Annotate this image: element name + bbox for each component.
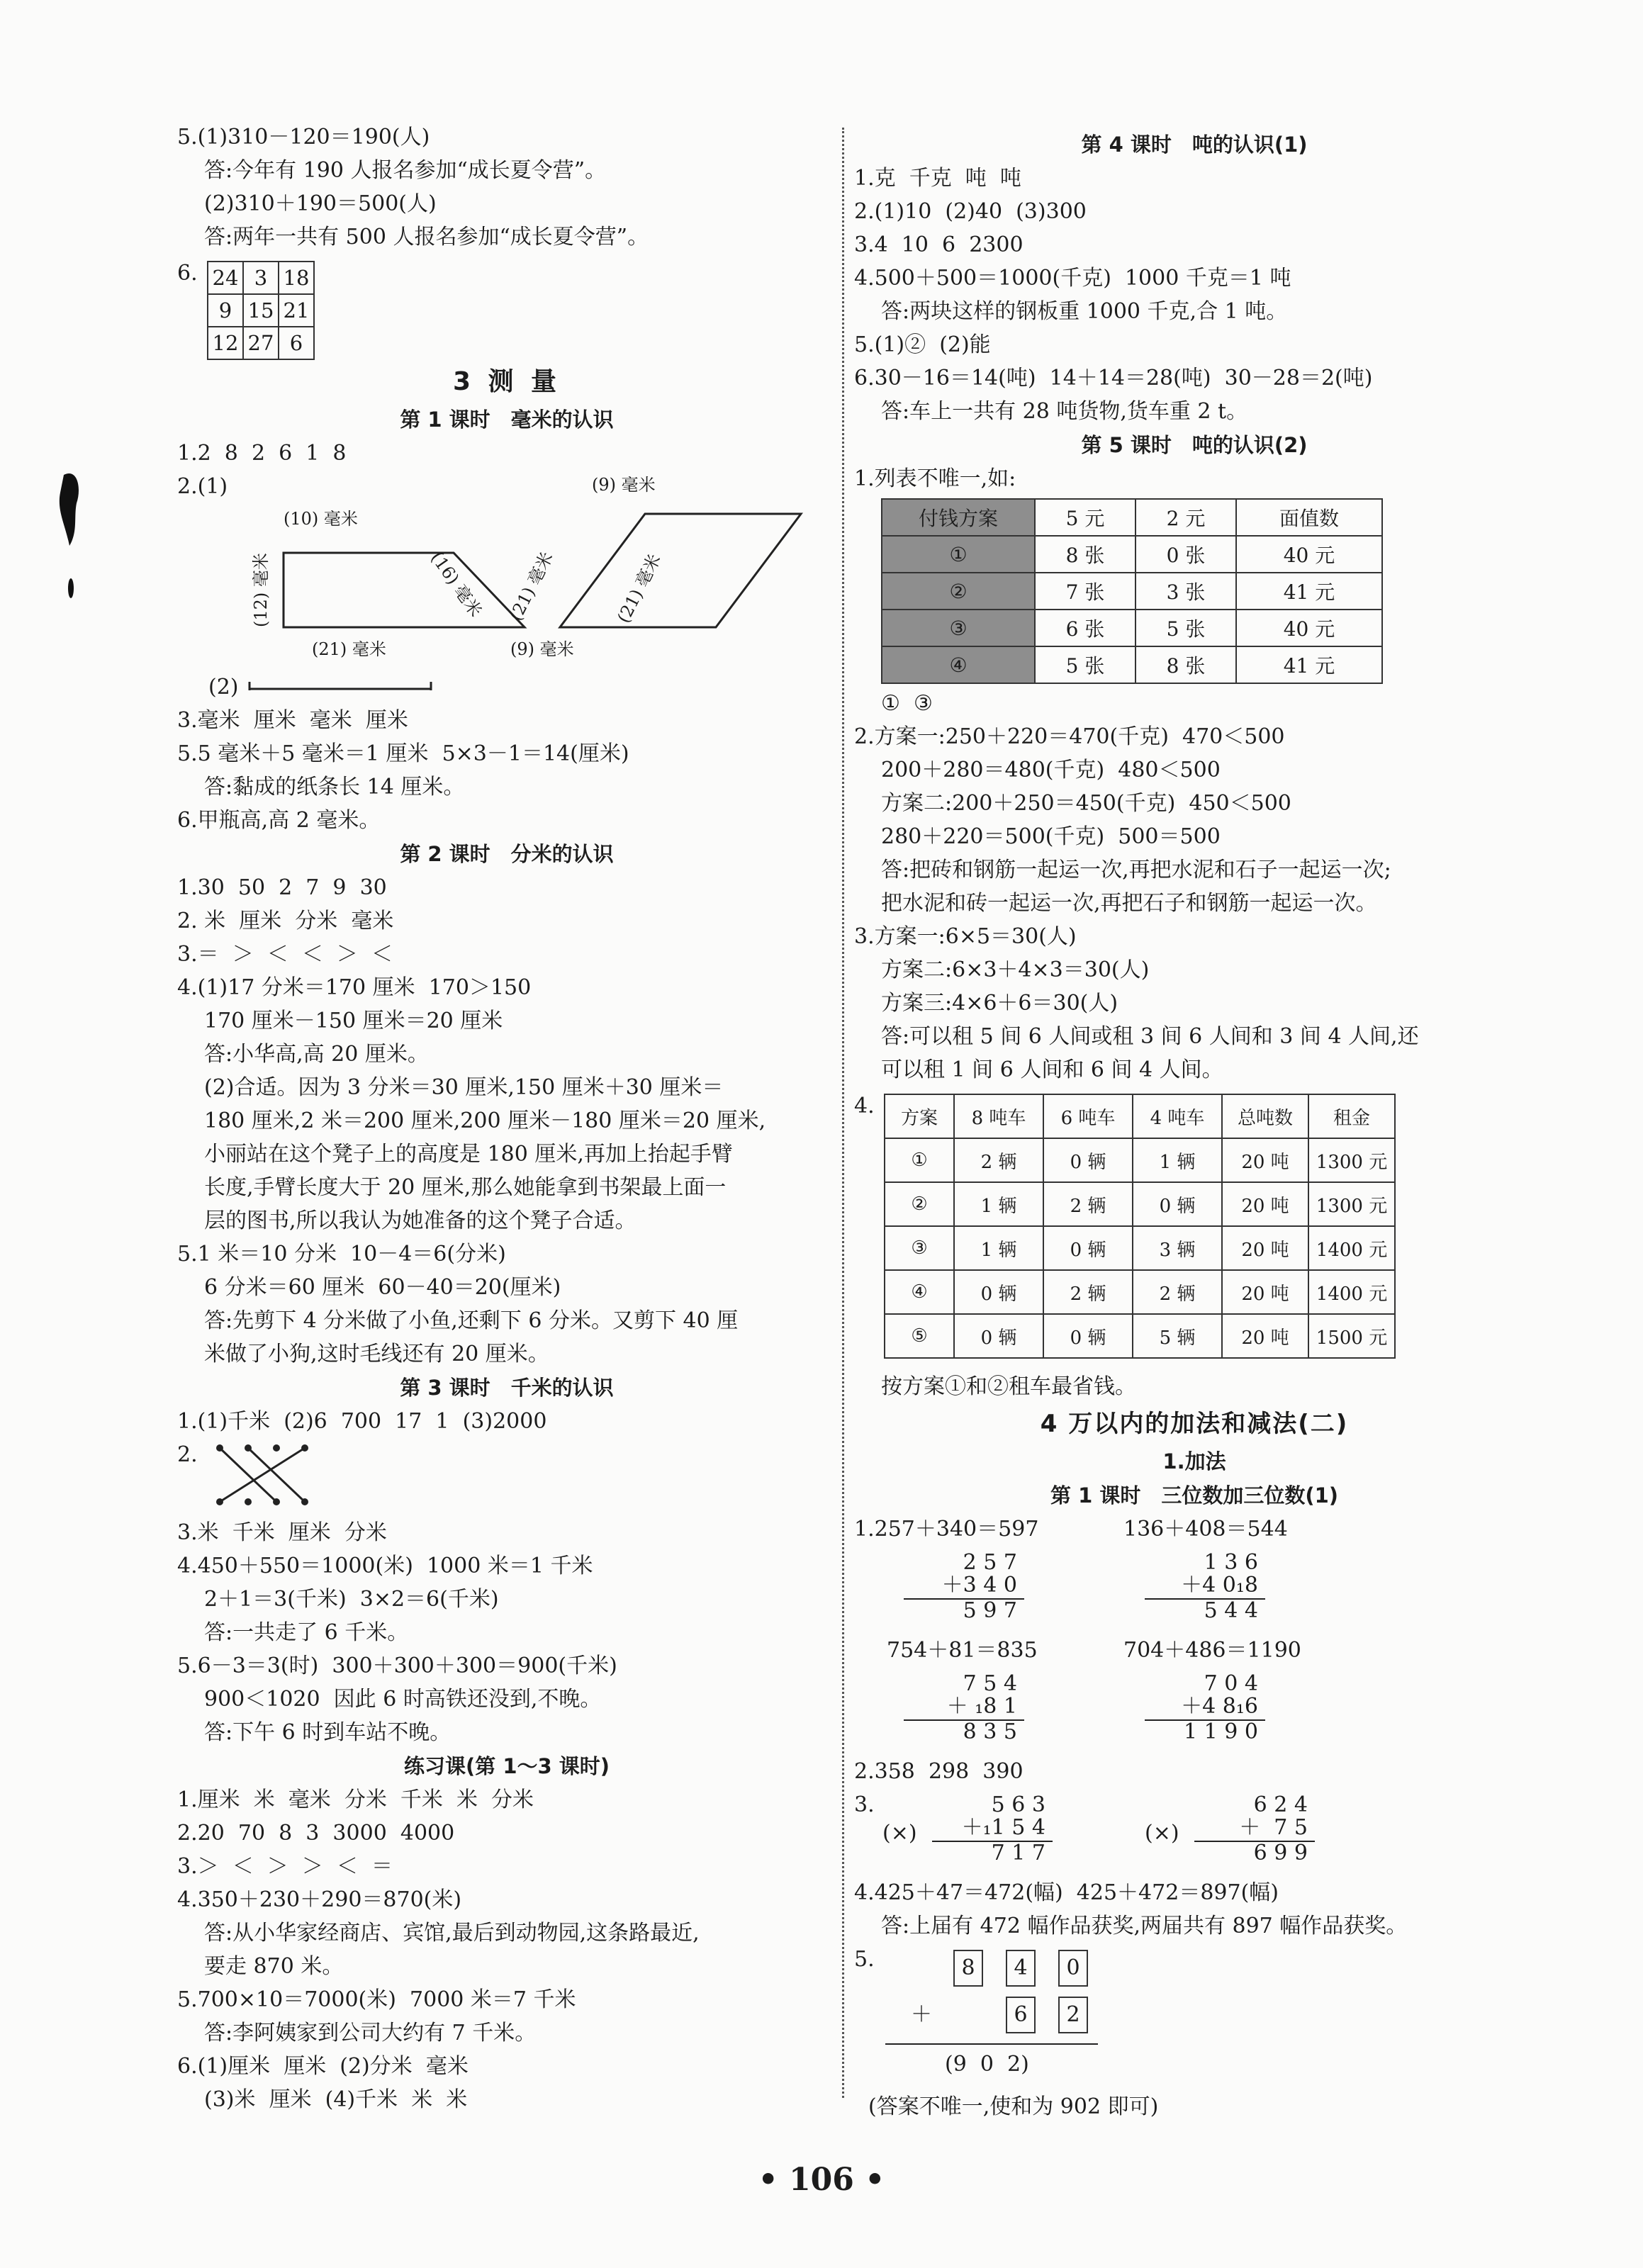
answer-line: 答:先剪下 4 分米做了小鱼,还剩下 6 分米。又剪下 40 厘 — [204, 1308, 739, 1333]
table-cell: 7 张 — [1035, 573, 1135, 610]
lesson-title: 第 1 课时 毫米的认识 — [400, 408, 614, 432]
grid-cell: 9 — [208, 294, 243, 327]
segment-line — [248, 673, 461, 702]
unit-title: 4 万以内的加法和减法(二) — [1040, 1410, 1349, 1438]
answer-line: 答:上届有 472 幅作品获奖,两届共有 897 幅作品获奖。 — [881, 1914, 1408, 1938]
table-cell: 1300 元 — [1308, 1182, 1395, 1226]
answer-line: 5.(1)310－120＝190(人) — [177, 125, 430, 150]
answer-line: 答:今年有 190 人报名参加“成长夏令营”。 — [204, 158, 607, 183]
answer-line: 答:李阿姨家到公司大约有 7 千米。 — [204, 2021, 537, 2045]
lesson-title: 第 5 课时 吨的认识(2) — [1081, 433, 1308, 457]
trapezoid-bottom-label: (21) 毫米 — [312, 639, 386, 659]
addend-top: 5 6 3 — [991, 1792, 1045, 1817]
answer-line: 方案二:6×3＋4×3＝30(人) — [881, 958, 1150, 982]
table-header: 总吨数 — [1222, 1094, 1308, 1138]
parallelogram-shape — [560, 514, 801, 627]
table-cell: ① — [885, 1138, 954, 1182]
grid-cell: 18 — [279, 262, 314, 294]
answer-line: 280＋220＝500(千克) 500＝500 — [881, 824, 1221, 849]
table-row — [885, 1138, 1395, 1182]
table-row — [885, 1270, 1395, 1314]
addend-top: 2 5 7 — [963, 1550, 1017, 1575]
parallelogram-left-label: (21) 毫米 — [505, 549, 557, 624]
table-row — [882, 646, 1382, 683]
digit-box: 8 — [953, 1950, 983, 1987]
table-cell: 20 吨 — [1222, 1314, 1308, 1358]
digit-box: 0 — [1058, 1950, 1088, 1987]
answer-line: 1.厘米 米 毫米 分米 千米 米 分米 — [177, 1787, 534, 1812]
answer-line: 2.(1)10 (2)40 (3)300 — [854, 199, 1087, 224]
answer-line: (2)合适。因为 3 分米＝30 厘米,150 厘米＋30 厘米＝ — [204, 1075, 724, 1100]
digit-box-puzzle — [854, 1943, 1535, 2084]
table-cell: 1400 元 — [1308, 1226, 1395, 1270]
table-cell: 1 辆 — [954, 1182, 1043, 1226]
vertical-addition-row — [854, 1788, 1535, 1876]
parallelogram-right-label: (21) 毫米 — [613, 551, 665, 627]
plus-sign: ＋ — [911, 2002, 932, 2027]
table-cell: 1400 元 — [1308, 1270, 1395, 1314]
table-cell: 40 元 — [1236, 610, 1382, 646]
table-cell: 1500 元 — [1308, 1314, 1395, 1358]
table-cell: 2 辆 — [1043, 1270, 1133, 1314]
unit-title: 3 测 量 — [452, 367, 561, 396]
table-row — [882, 573, 1382, 610]
payment-table — [881, 498, 1383, 684]
grid-cell: 27 — [243, 327, 279, 359]
table-cell: 3 辆 — [1133, 1226, 1222, 1270]
lesson-title: 第 1 课时 三位数加三位数(1) — [1050, 1483, 1339, 1508]
answer-line: 5.6－3＝3(时) 300＋300＋300＝900(千米) — [177, 1654, 617, 1678]
answer-line: 2.方案一:250＋220＝470(千克) 470＜500 — [854, 724, 1285, 749]
answer-line: ① ③ — [881, 691, 933, 716]
answer-line: 900＜1020 因此 6 时高铁还没到,不晚。 — [204, 1687, 602, 1712]
sum-result: 5 9 7 — [963, 1598, 1017, 1623]
table-cell: 0 辆 — [1043, 1138, 1133, 1182]
sum-result: (9 0 2) — [945, 2052, 1029, 2077]
answer-line: 按方案①和②租车最省钱。 — [881, 1374, 1136, 1399]
question-number: (2) — [208, 675, 239, 700]
answer-line: 754＋81＝835 — [887, 1638, 1038, 1663]
table-cell: 0 辆 — [1043, 1314, 1133, 1358]
right-column — [854, 128, 1535, 2123]
answer-line: 1.2 8 2 6 1 8 — [177, 441, 347, 466]
answer-line: 4.350＋230＋290＝870(米) — [177, 1887, 462, 1912]
grid-cell: 15 — [243, 294, 279, 327]
magic-square-block — [177, 254, 836, 361]
answer-line: 6.甲瓶高,高 2 毫米。 — [177, 808, 381, 833]
trapezoid-right-label: (16) 毫米 — [427, 548, 486, 621]
table-cell: 0 张 — [1135, 536, 1236, 573]
vertical-addition-row — [854, 1667, 1535, 1755]
equation-row — [854, 1634, 1535, 1667]
answer-line: 4.(1)17 分米＝170 厘米 170＞150 — [177, 975, 532, 1000]
answer-line: 答:下午 6 时到车站不晚。 — [204, 1720, 452, 1745]
table-cell: ① — [882, 536, 1035, 573]
equation-row — [854, 1512, 1535, 1546]
parallelogram-bottom-label: (9) 毫米 — [510, 639, 574, 659]
answer-line: 答:小华高,高 20 厘米。 — [204, 1042, 429, 1067]
table-cell: ④ — [882, 646, 1035, 683]
answer-note: (答案不唯一,使和为 902 即可) — [868, 2094, 1159, 2119]
table-header: 8 吨车 — [954, 1094, 1043, 1138]
table-header: 4 吨车 — [1133, 1094, 1222, 1138]
table-row — [882, 610, 1382, 646]
table-cell: 2 辆 — [954, 1138, 1043, 1182]
cross-mark: (×) — [882, 1821, 917, 1846]
table-cell: 0 辆 — [954, 1270, 1043, 1314]
lesson-title: 第 4 课时 吨的认识(1) — [1081, 133, 1308, 157]
answer-line: 小丽站在这个凳子上的高度是 180 厘米,再加上抬起手臂 — [204, 1142, 733, 1167]
answer-line: 6.(1)厘米 厘米 (2)分米 毫米 — [177, 2054, 469, 2079]
table-cell: ② — [882, 573, 1035, 610]
sum-result: 5 4 4 — [1204, 1598, 1258, 1623]
table-cell: ⑤ — [885, 1314, 954, 1358]
answer-line: 5.(1)② (2)能 — [854, 332, 991, 357]
table-cell: ③ — [882, 610, 1035, 646]
segment-answer — [177, 670, 836, 704]
answer-line: 要走 870 米。 — [204, 1954, 344, 1979]
answer-line: 方案三:4×6＋6＝30(人) — [881, 991, 1118, 1016]
answer-line: 3.＝ ＞ ＜ ＜ ＞ ＜ — [177, 942, 393, 967]
table-header: 2 元 — [1135, 499, 1236, 536]
parallelogram-top-label: (9) 毫米 — [592, 475, 656, 495]
answer-line: 方案二:200＋250＝450(千克) 450＜500 — [881, 791, 1291, 816]
answer-line: 答:车上一共有 28 吨货物,货车重 2 t。 — [881, 399, 1248, 424]
page-number: • 106 • — [758, 2162, 885, 2198]
trapezoid-top-label: (10) 毫米 — [284, 509, 358, 529]
addend-top: 7 5 4 — [963, 1671, 1017, 1696]
answer-line: 米做了小狗,这时毛线还有 20 厘米。 — [204, 1342, 549, 1366]
table-cell: 20 吨 — [1222, 1138, 1308, 1182]
column-divider — [842, 128, 844, 2098]
answer-line: 3.米 千米 厘米 分米 — [177, 1520, 387, 1545]
table-row — [882, 536, 1382, 573]
answer-line: 3.＞ ＜ ＞ ＞ ＜ ＝ — [177, 1854, 393, 1879]
sum-result: 6 9 9 — [1253, 1841, 1308, 1865]
table-header: 6 吨车 — [1043, 1094, 1133, 1138]
table-cell: 5 辆 — [1133, 1314, 1222, 1358]
sum-line — [885, 2043, 1098, 2045]
addend-bottom: ＋4 8₁6 — [1181, 1694, 1258, 1719]
table-row — [885, 1226, 1395, 1270]
table-cell: ② — [885, 1182, 954, 1226]
grid-cell: 3 — [243, 262, 279, 294]
sum-result: 8 3 5 — [963, 1719, 1017, 1744]
table-cell: 1 辆 — [954, 1226, 1043, 1270]
table-row — [885, 1314, 1395, 1358]
table-cell: 20 吨 — [1222, 1226, 1308, 1270]
answer-line: 答:从小华家经商店、宾馆,最后到动物园,这条路最近, — [204, 1921, 700, 1946]
answer-line: 可以租 1 间 6 人间和 6 间 4 人间。 — [881, 1057, 1223, 1082]
scan-blot-mark — [50, 461, 92, 602]
shapes-figure — [177, 475, 836, 670]
left-column — [177, 120, 836, 2116]
question-number: 3. — [854, 1792, 875, 1817]
answer-line: 层的图书,所以我认为她准备的这个凳子合适。 — [204, 1208, 637, 1233]
question-number: 5. — [854, 1947, 875, 1972]
grid-cell: 12 — [208, 327, 243, 359]
answer-line: 704＋486＝1190 — [1123, 1638, 1301, 1663]
answer-line: 5.5 毫米＋5 毫米＝1 厘米 5×3－1＝14(厘米) — [177, 741, 629, 766]
digit-box: 4 — [1006, 1950, 1036, 1987]
answer-line: 170 厘米－150 厘米＝20 厘米 — [204, 1009, 503, 1033]
addend-bottom: ＋4 0₁8 — [1181, 1573, 1258, 1598]
answer-line: 答:一共走了 6 千米。 — [204, 1620, 409, 1645]
table-cell: 41 元 — [1236, 646, 1382, 683]
cross-mark: (×) — [1145, 1821, 1179, 1846]
table-cell: 40 元 — [1236, 536, 1382, 573]
addend-top: 6 2 4 — [1253, 1792, 1308, 1817]
magic-square-grid — [207, 261, 315, 360]
addend-bottom: ＋₁1 5 4 — [961, 1815, 1045, 1840]
answer-line: 2.358 298 390 — [854, 1759, 1024, 1784]
lesson-title: 练习课(第 1～3 课时) — [403, 1754, 610, 1778]
table-cell: ④ — [885, 1270, 954, 1314]
addend-bottom: ＋ 7 5 — [1239, 1815, 1308, 1840]
table-header: 方案 — [885, 1094, 954, 1138]
table-cell: 0 辆 — [954, 1314, 1043, 1358]
question-number: 2. — [177, 1442, 198, 1467]
table-header: 面值数 — [1236, 499, 1382, 536]
answer-line: (2)310＋190＝500(人) — [204, 191, 437, 216]
lesson-title: 第 2 课时 分米的认识 — [400, 842, 614, 866]
table-cell: 6 张 — [1035, 610, 1135, 646]
table-cell: 1 辆 — [1133, 1138, 1222, 1182]
answer-line: 1.(1)千米 (2)6 700 17 1 (3)2000 — [177, 1409, 547, 1434]
answer-line: 2.(1) — [177, 474, 228, 499]
answer-line: 4.500＋500＝1000(千克) 1000 千克＝1 吨 — [854, 266, 1291, 291]
answer-line: 把水泥和砖一起运一次,再把石子和钢筋一起运一次。 — [881, 891, 1377, 916]
table-cell: 20 吨 — [1222, 1182, 1308, 1226]
digit-box: 2 — [1058, 1997, 1088, 2033]
answer-line: 1.克 千克 吨 吨 — [854, 166, 1021, 191]
table-cell: 0 辆 — [1133, 1182, 1222, 1226]
matching-lines — [213, 1438, 354, 1516]
answer-line: 5.700×10＝7000(米) 7000 米＝7 千米 — [177, 1987, 576, 2012]
table-cell: 0 辆 — [1043, 1226, 1133, 1270]
answer-line: 4.425＋47＝472(幅) 425＋472＝897(幅) — [854, 1880, 1279, 1905]
vertical-addition-row — [854, 1546, 1535, 1634]
digit-box: 6 — [1006, 1997, 1036, 2033]
table-row — [885, 1182, 1395, 1226]
answer-line: 2＋1＝3(千米) 3×2＝6(千米) — [204, 1587, 499, 1612]
table-cell: 2 辆 — [1043, 1182, 1133, 1226]
answer-line: 2.20 70 8 3 3000 4000 — [177, 1821, 455, 1846]
table-cell: 5 张 — [1135, 610, 1236, 646]
answer-line: 1.257＋340＝597 — [854, 1517, 1039, 1542]
addend-bottom: ＋3 4 0 — [941, 1573, 1017, 1598]
truck-block — [854, 1087, 1535, 1370]
answer-line: 2. 米 厘米 分米 毫米 — [177, 909, 394, 933]
table-header: 付钱方案 — [882, 499, 1035, 536]
answer-line: 3.4 10 6 2300 — [854, 232, 1024, 257]
answer-line: (3)米 厘米 (4)千米 米 米 — [204, 2087, 468, 2112]
answer-line: 答:黏成的纸条长 14 厘米。 — [204, 775, 465, 799]
answer-line: 6.30－16＝14(吨) 14＋14＝28(吨) 30－28＝2(吨) — [854, 366, 1373, 391]
trapezoid-shape — [284, 553, 525, 627]
table-cell: 5 张 — [1035, 646, 1135, 683]
table-cell: 20 吨 — [1222, 1270, 1308, 1314]
question-number: 4. — [854, 1094, 875, 1118]
answer-line: 1.列表不唯一,如: — [854, 466, 1016, 491]
answer-line: 6 分米＝60 厘米 60－40＝20(厘米) — [204, 1275, 561, 1300]
table-header: 租金 — [1308, 1094, 1395, 1138]
matching-figure — [177, 1438, 836, 1516]
lesson-title: 第 3 课时 千米的认识 — [400, 1376, 614, 1400]
question-number: 6. — [177, 261, 198, 286]
sum-result: 1 1 9 0 — [1184, 1719, 1258, 1744]
answer-line: 3.方案一:6×5＝30(人) — [854, 924, 1077, 949]
answer-line: 答:两年一共有 500 人报名参加“成长夏令营”。 — [204, 225, 649, 249]
answer-line: 1.30 50 2 7 9 30 — [177, 875, 387, 900]
table-cell: 41 元 — [1236, 573, 1382, 610]
answer-line: 答:把砖和钢筋一起运一次,再把水泥和石子一起运一次; — [881, 858, 1391, 882]
addend-top: 1 3 6 — [1204, 1550, 1258, 1575]
answer-line: 3.毫米 厘米 毫米 厘米 — [177, 708, 408, 733]
answer-line: 136＋408＝544 — [1123, 1517, 1288, 1542]
addend-top: 7 0 4 — [1204, 1671, 1258, 1696]
answer-line: 5.1 米＝10 分米 10－4＝6(分米) — [177, 1242, 506, 1267]
sub-section-title: 1.加法 — [1162, 1449, 1226, 1473]
sum-result: 7 1 7 — [991, 1841, 1045, 1865]
answer-line: 4.450＋550＝1000(米) 1000 米＝1 千米 — [177, 1554, 593, 1578]
grid-cell: 6 — [279, 327, 314, 359]
answer-line: 180 厘米,2 米＝200 厘米,200 厘米－180 厘米＝20 厘米, — [204, 1108, 766, 1133]
answer-line: 长度,手臂长度大于 20 厘米,那么她能拿到书架最上面一 — [204, 1175, 727, 1200]
grid-cell: 21 — [279, 294, 314, 327]
answer-line: 200＋280＝480(千克) 480＜500 — [881, 758, 1221, 782]
table-cell: 8 张 — [1135, 646, 1236, 683]
table-header: 5 元 — [1035, 499, 1135, 536]
trapezoid-left-label: (12) 毫米 — [251, 553, 271, 627]
truck-rental-table — [884, 1094, 1396, 1359]
shapes-svg — [177, 475, 836, 642]
table-cell: 1300 元 — [1308, 1138, 1395, 1182]
addend-bottom: ＋ ₁8 1 — [946, 1694, 1017, 1719]
grid-cell: 24 — [208, 262, 243, 294]
table-cell: 2 辆 — [1133, 1270, 1222, 1314]
answer-line: 答:两块这样的钢板重 1000 千克,合 1 吨。 — [881, 299, 1288, 324]
answer-line: 答:可以租 5 间 6 人间或租 3 间 6 人间和 3 间 4 人间,还 — [881, 1024, 1419, 1049]
table-cell: 8 张 — [1035, 536, 1135, 573]
table-cell: 3 张 — [1135, 573, 1236, 610]
table-cell: ③ — [885, 1226, 954, 1270]
